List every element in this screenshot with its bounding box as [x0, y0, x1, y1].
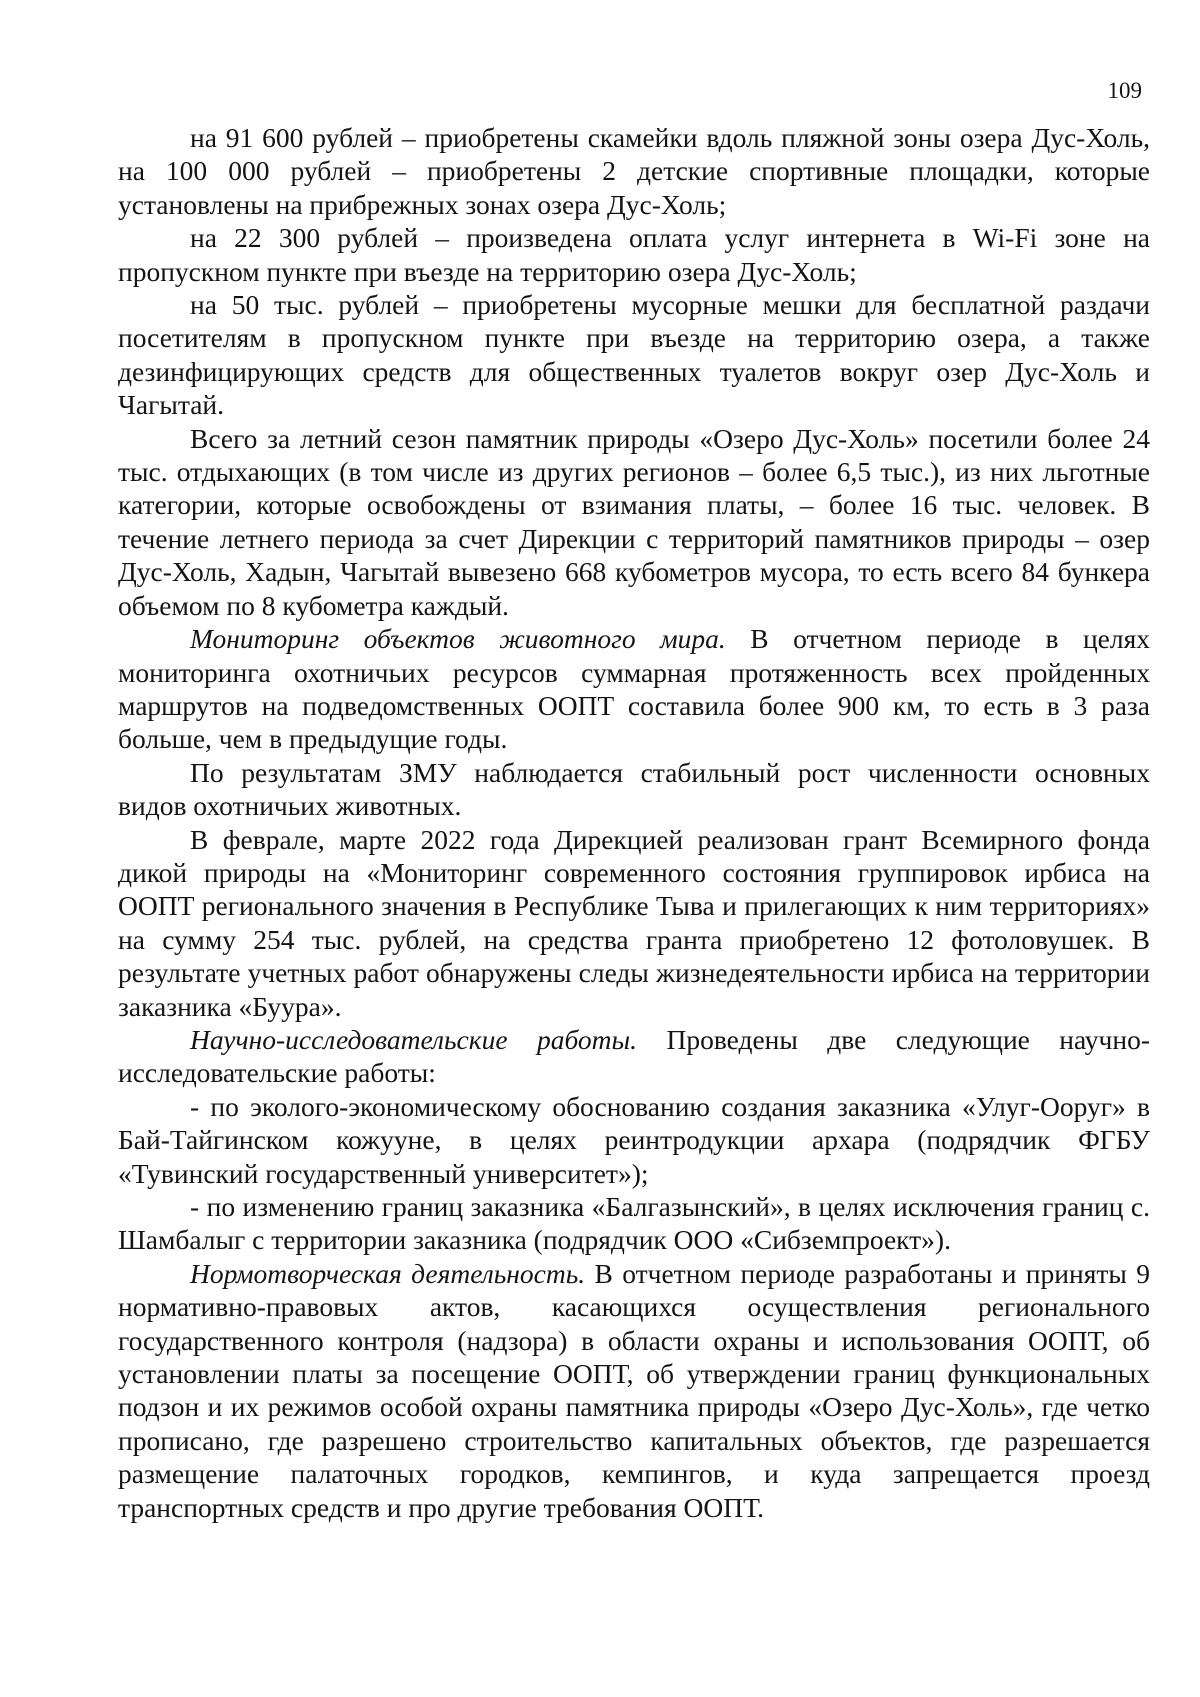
paragraph-text: на 91 600 рублей – приобретены скамейки вдоль пляжной зоны озера Дус-Холь, на 100 000 рублей – приобретены 2 детские спортивные площадки, которые установлены на прибрежных зонах озера Дус-Холь; [118, 122, 1150, 220]
paragraph-text: - по изменению границ заказника «Балгазынский», в целях исключения границ с. Шамбалыг с территории заказника (подрядчик ООО «Сибземпроект»). [118, 1191, 1150, 1256]
body-text [118, 121, 1150, 1524]
paragraph-text: В отчетном периоде разработаны и приняты 9 нормативно-правовых актов, касающихся осуществления регионального государственного контроля (надзора) в области охраны и использования ООПТ, об установлении платы за посещение ООПТ, об утверждении границ функциональных подзон и их режимов особой охраны памятника природы «Озеро Дус-Холь», где четко прописано, где разрешено строительство капитальных объектов, где разрешается размещение палаточных городков, кемпингов, и куда запрещается проезд транспортных средств и про другие требования ООПТ. [118, 1257, 1150, 1523]
paragraph-text: По результатам ЗМУ наблюдается стабильный рост численности основных видов охотничьих животных. [118, 756, 1150, 822]
paragraph-benches [118, 121, 1150, 221]
paragraph-text: В феврале, марте 2022 года Дирекцией реализован грант Всемирного фонда дикой природы на «Мониторинг современного состояния группировок ирбиса на ООПТ регионального значения в Республике Тыва и прилегающих к ним территориях» на сумму 254 тыс. рублей, на средства гранта приобретено 12 фотоловушек. В результате учетных работ обнаружены следы жизнедеятельности ирбиса на территории заказника «Буура». [118, 823, 1150, 1022]
paragraph-lead: Нормотворческая деятельность. [190, 1257, 586, 1289]
paragraph-internet [118, 221, 1150, 288]
paragraph-text: Всего за летний сезон памятник природы «Озеро Дус-Холь» посетили более 24 тыс. отдыхающих (в том числе из других регионов – более 6,5 тыс.), из них льготные категории, которые освобождены от взимания платы, – более 16 тыс. человек. В течение летнего периода за счет Дирекции с территорий памятников природы – озер Дус-Холь, Хадын, Чагытай вывезено 668 кубометров мусора, то есть всего 84 бункера объемом по 8 кубометра каждый. [118, 422, 1150, 621]
paragraph-research-ulug-oorug [118, 1090, 1150, 1190]
paragraph-text: на 22 300 рублей – произведена оплата услуг интернета в Wi-Fi зоне на пропускном пункте при въезде на территорию озера Дус-Холь; [118, 222, 1150, 287]
paragraph-research-balgazyn [118, 1190, 1150, 1257]
paragraph-rulemaking [118, 1257, 1150, 1524]
page-number: 109 [1107, 78, 1142, 103]
paragraph-text: Проведены две следующие научно-исследовательские работы: [118, 1023, 1150, 1089]
paragraph-garbage-bags [118, 288, 1150, 422]
paragraph-text: на 50 тыс. рублей – приобретены мусорные мешки для бесплатной раздачи посетителям в пропускном пункте при въезде на территорию озера, а также дезинфицирующих средств для общественных туалетов вокруг озер Дус-Холь и Чагытай. [118, 289, 1150, 421]
paragraph-visitors [118, 422, 1150, 622]
paragraph-text: - по эколого-экономическому обоснованию создания заказника «Улуг-Ооруг» в Бай-Тайгинском кожууне, в целях реинтродукции архара (подрядчик ФГБУ «Тувинский государственный университет»); [118, 1090, 1150, 1189]
paragraph-research [118, 1023, 1150, 1090]
paragraph-text: В отчетном периоде в целях мониторинга охотничьих ресурсов суммарная протяженность всех пройденных маршрутов на подведомственных ООПТ составила более 900 км, то есть в 3 раза больше, чем в предыдущие годы. [118, 623, 1150, 755]
paragraph-lead: Научно-исследовательские работы. [190, 1023, 638, 1055]
paragraph-wwf-grant [118, 823, 1150, 1023]
paragraph-zmu-results [118, 756, 1150, 823]
paragraph-lead: Мониторинг объектов животного мира. [190, 623, 726, 655]
paragraph-wildlife-monitoring [118, 622, 1150, 756]
